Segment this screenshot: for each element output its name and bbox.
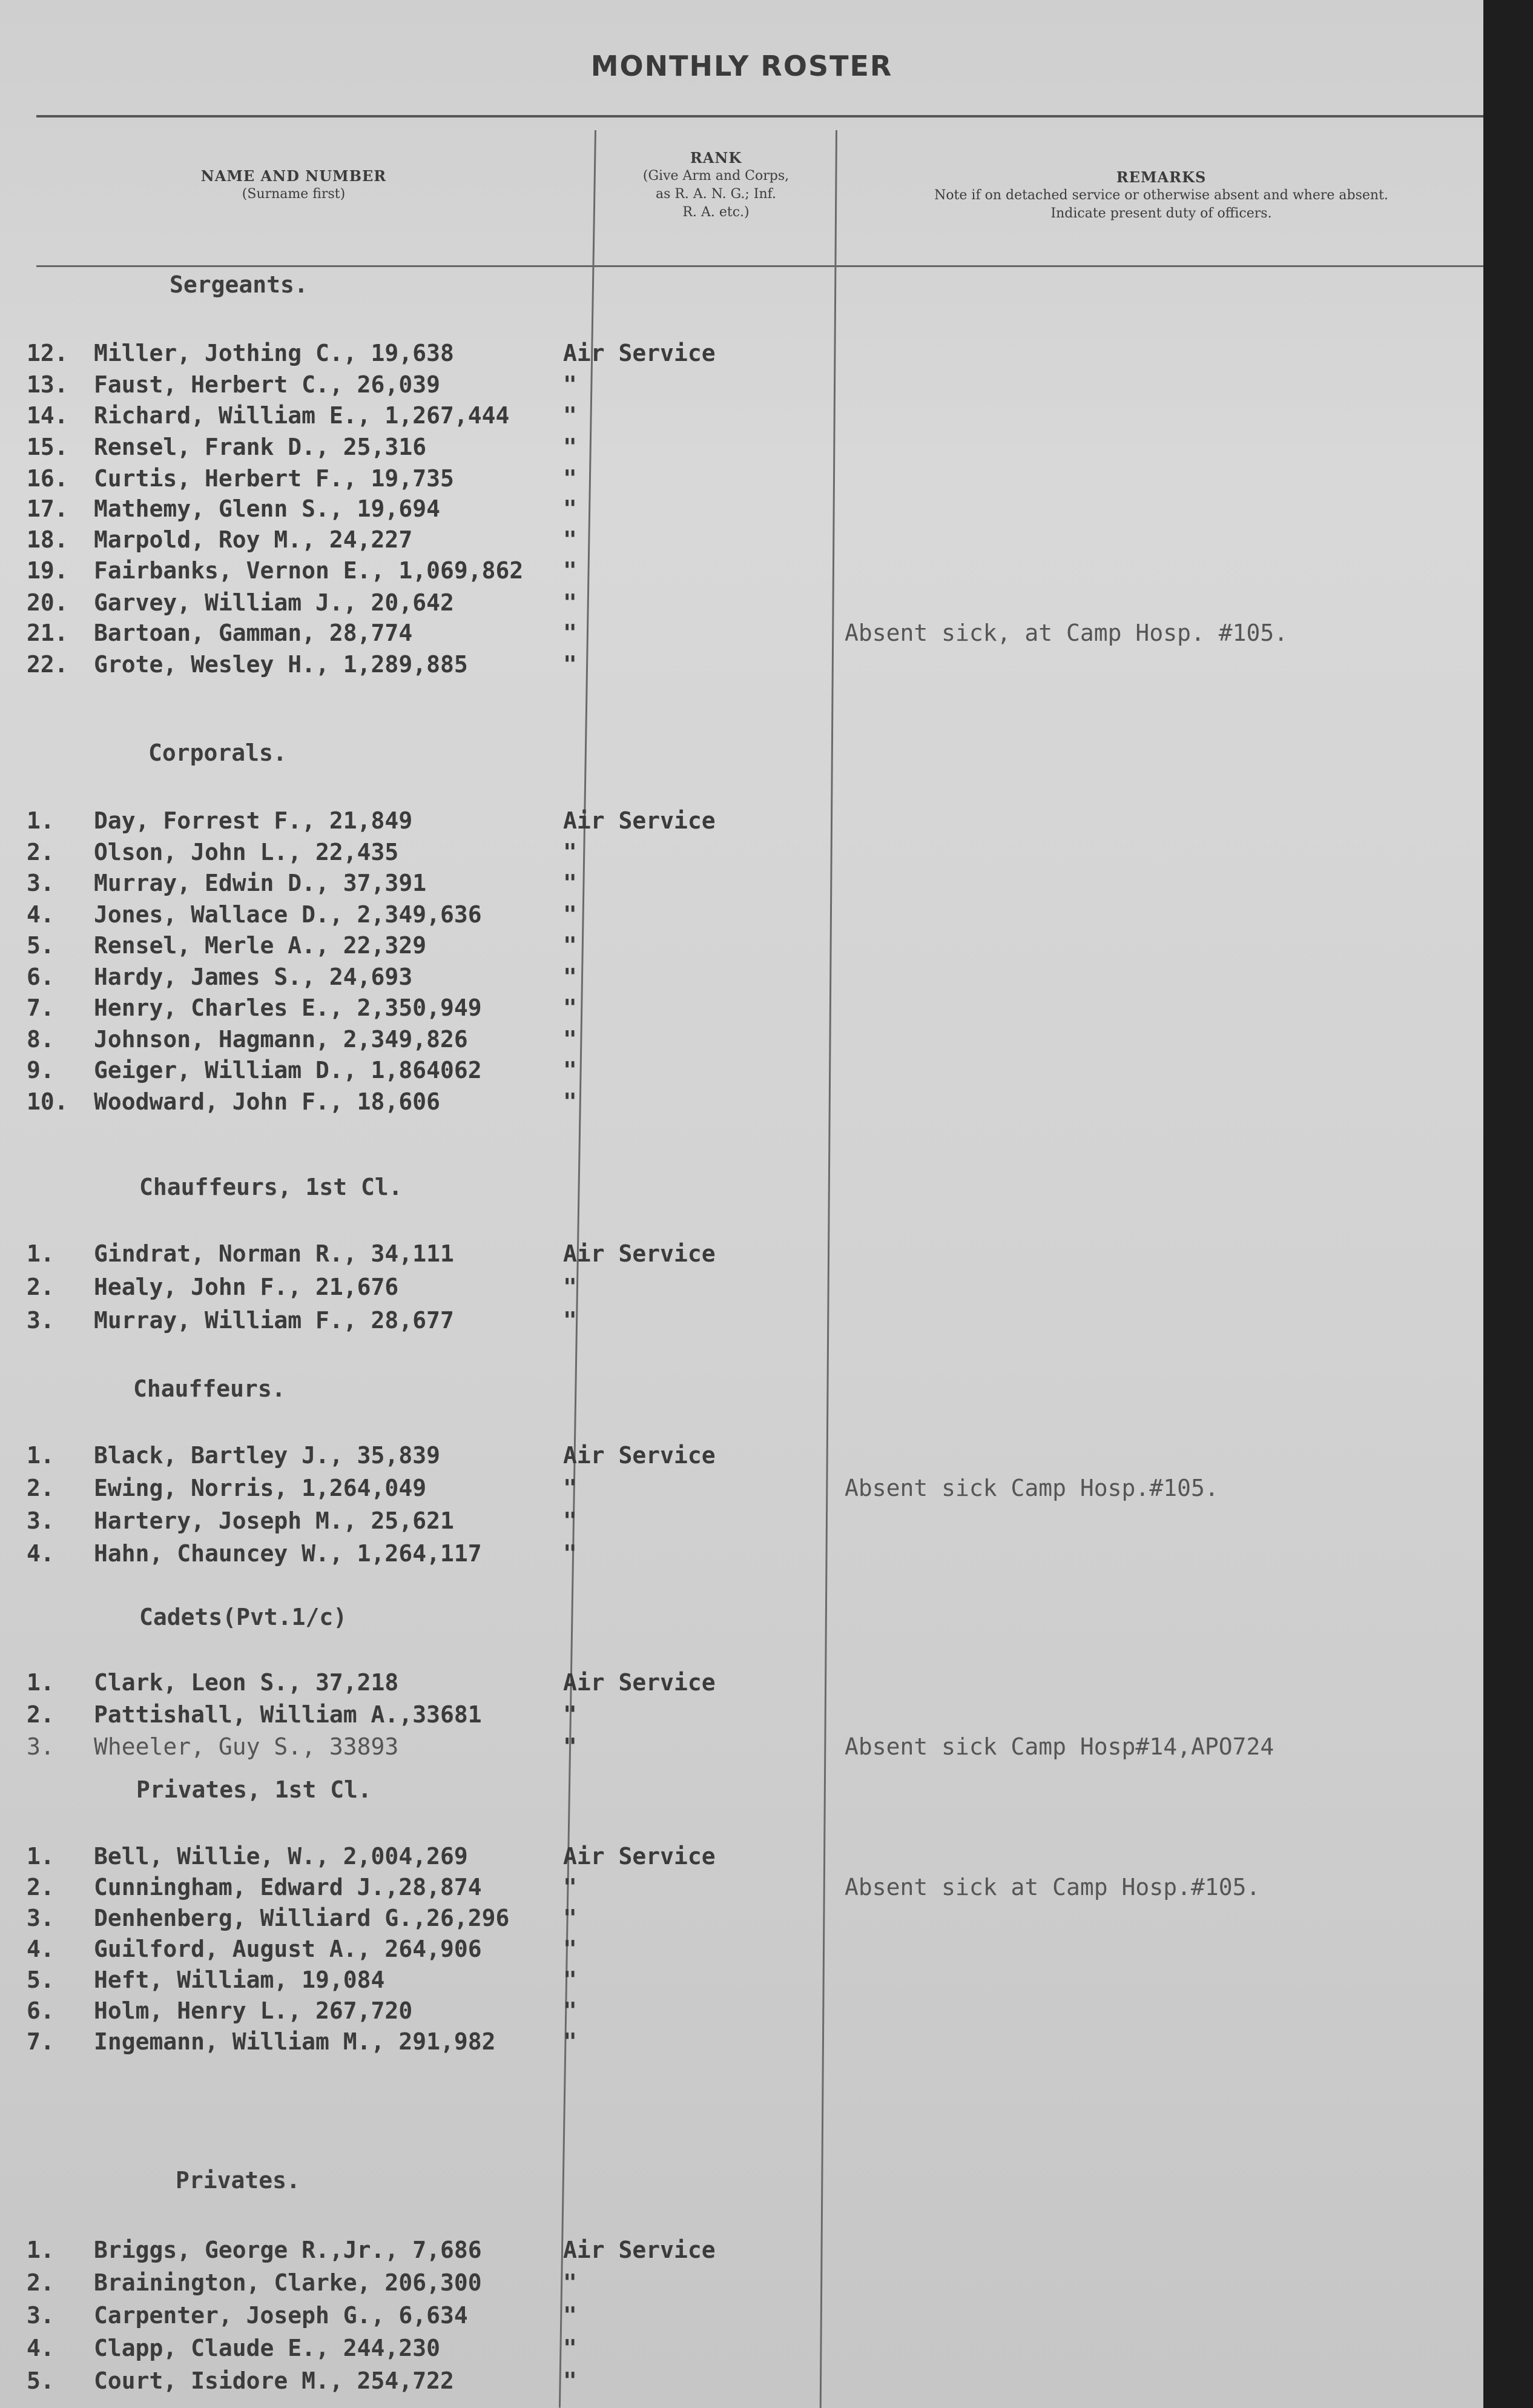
- rank-arm: ": [563, 1307, 577, 1334]
- column-header-remarks-title: REMARKS: [1116, 168, 1207, 186]
- roster-row: [0, 868, 1483, 898]
- section-heading: Chauffeurs, 1st Cl.: [139, 1174, 403, 1200]
- section-heading: Chauffeurs.: [133, 1375, 286, 1402]
- rank-arm: ": [563, 1905, 577, 1931]
- roster-number: 17.: [27, 495, 68, 522]
- soldier-name-number: Carpenter, Joseph G., 6,634: [94, 2302, 468, 2329]
- roster-number: 3.: [27, 1733, 54, 1760]
- roster-row: [0, 2267, 1483, 2298]
- soldier-name-number: Henry, Charles E., 2,350,949: [94, 994, 482, 1021]
- soldier-name-number: Richard, William E., 1,267,444: [94, 402, 510, 429]
- column-header-remarks-note-1: Note if on detached service or otherwise absent and where absent.: [934, 188, 1388, 203]
- remark: Absent sick Camp Hosp#14,APO724: [845, 1733, 1274, 1760]
- rank-arm: ": [563, 526, 577, 553]
- rank-arm: ": [563, 1026, 577, 1053]
- soldier-name-number: Clapp, Claude E., 244,230: [94, 2335, 440, 2361]
- rank-arm: ": [563, 1088, 577, 1115]
- roster-number: 1.: [27, 2237, 54, 2263]
- roster-row: [0, 1024, 1483, 1054]
- rank-arm: ": [563, 1997, 577, 2024]
- rank-arm: ": [563, 1966, 577, 1993]
- soldier-name-number: Holm, Henry L., 267,720: [94, 1997, 413, 2024]
- rank-arm: Air Service: [563, 1843, 716, 1870]
- section-heading: Cadets(Pvt.1/c): [139, 1604, 348, 1630]
- rank-arm: ": [563, 589, 577, 616]
- soldier-name-number: Faust, Herbert C., 26,039: [94, 371, 440, 398]
- soldier-name-number: Healy, John F., 21,676: [94, 1274, 399, 1300]
- roster-row: [0, 1965, 1483, 1995]
- roster-row: [0, 993, 1483, 1023]
- roster-number: 3.: [27, 870, 54, 896]
- soldier-name-number: Ewing, Norris, 1,264,049: [94, 1475, 427, 1501]
- roster-row: [0, 1996, 1483, 2026]
- roster-number: 22.: [27, 651, 68, 678]
- roster-number: 7.: [27, 2028, 54, 2055]
- soldier-name-number: Grote, Wesley H., 1,289,885: [94, 651, 468, 678]
- soldier-name-number: Cunningham, Edward J.,28,874: [94, 1874, 482, 1900]
- rank-arm: ": [563, 1540, 577, 1567]
- roster-number: 10.: [27, 1088, 68, 1115]
- roster-row: [0, 555, 1483, 586]
- roster-row: [0, 649, 1483, 680]
- roster-number: 14.: [27, 402, 68, 429]
- roster-number: 1.: [27, 1442, 54, 1469]
- rank-arm: ": [563, 371, 577, 398]
- roster-row: [0, 2333, 1483, 2363]
- roster-row: [0, 463, 1483, 494]
- soldier-name-number: Olson, John L., 22,435: [94, 839, 399, 865]
- roster-number: 1.: [27, 807, 54, 834]
- roster-number: 8.: [27, 1026, 54, 1053]
- roster-row: [0, 899, 1483, 930]
- soldier-name-number: Denhenberg, Williard G.,26,296: [94, 1905, 510, 1931]
- roster-row: [0, 1872, 1483, 1902]
- soldier-name-number: Wheeler, Guy S., 33893: [94, 1733, 399, 1760]
- roster-row: [0, 369, 1483, 400]
- column-header-name-note: (Surname first): [242, 187, 346, 202]
- section-heading: Sergeants.: [170, 271, 308, 298]
- rank-arm: ": [563, 839, 577, 865]
- rank-arm: Air Service: [563, 1442, 716, 1469]
- soldier-name-number: Gindrat, Norman R., 34,111: [94, 1240, 454, 1267]
- rank-arm: ": [563, 901, 577, 928]
- section-heading: Privates.: [176, 2167, 300, 2194]
- rank-arm: Air Service: [563, 807, 716, 834]
- column-header-name: [151, 167, 436, 203]
- soldier-name-number: Garvey, William J., 20,642: [94, 589, 454, 616]
- soldier-name-number: Clark, Leon S., 37,218: [94, 1669, 399, 1696]
- soldier-name-number: Court, Isidore M., 254,722: [94, 2367, 454, 2394]
- rank-arm: ": [563, 495, 577, 522]
- roster-row: [0, 2026, 1483, 2057]
- soldier-name-number: Johnson, Hagmann, 2,349,826: [94, 1026, 468, 1053]
- roster-row: [0, 1732, 1483, 1762]
- soldier-name-number: Hahn, Chauncey W., 1,264,117: [94, 1540, 482, 1567]
- roster-row: [0, 400, 1483, 431]
- roster-number: 4.: [27, 1936, 54, 1962]
- rank-arm: ": [563, 2367, 577, 2394]
- roster-row: [0, 2300, 1483, 2330]
- roster-row: [0, 1699, 1483, 1730]
- roster-number: 2.: [27, 1701, 54, 1728]
- roster-number: 12.: [27, 340, 68, 366]
- rank-arm: ": [563, 2302, 577, 2329]
- header-rule-bottom: [36, 265, 1483, 267]
- header-rule-top: [36, 115, 1483, 117]
- roster-row: [0, 1239, 1483, 1269]
- remark: Absent sick at Camp Hosp.#105.: [845, 1874, 1261, 1900]
- rank-arm: Air Service: [563, 1240, 716, 1267]
- roster-number: 5.: [27, 1966, 54, 1993]
- scan-background-edge: [1483, 0, 1533, 2408]
- rank-arm: ": [563, 1057, 577, 1083]
- roster-row: [0, 1473, 1483, 1503]
- rank-arm: ": [563, 994, 577, 1021]
- roster-row: [0, 962, 1483, 992]
- soldier-name-number: Murray, Edwin D., 37,391: [94, 870, 427, 896]
- rank-arm: Air Service: [563, 2237, 716, 2263]
- section-heading: Corporals.: [148, 739, 287, 766]
- soldier-name-number: Hartery, Joseph M., 25,621: [94, 1507, 454, 1534]
- column-header-name-title: NAME AND NUMBER: [200, 167, 387, 185]
- soldier-name-number: Geiger, William D., 1,864062: [94, 1057, 482, 1083]
- soldier-name-number: Day, Forrest F., 21,849: [94, 807, 413, 834]
- roster-row: [0, 1841, 1483, 1871]
- rank-arm: ": [563, 651, 577, 678]
- roster-number: 2.: [27, 2269, 54, 2296]
- soldier-name-number: Miller, Jothing C., 19,638: [94, 340, 454, 366]
- roster-number: 5.: [27, 2367, 54, 2394]
- rank-arm: ": [563, 465, 577, 492]
- roster-number: 16.: [27, 465, 68, 492]
- roster-number: 3.: [27, 2302, 54, 2329]
- soldier-name-number: Briggs, George R.,Jr., 7,686: [94, 2237, 482, 2263]
- soldier-name-number: Woodward, John F., 18,606: [94, 1088, 440, 1115]
- rank-arm: ": [563, 1475, 577, 1501]
- roster-number: 9.: [27, 1057, 54, 1083]
- soldier-name-number: Bell, Willie, W., 2,004,269: [94, 1843, 468, 1870]
- roster-row: [0, 805, 1483, 836]
- remark: Absent sick, at Camp Hosp. #105.: [845, 620, 1288, 646]
- soldier-name-number: Murray, William F., 28,677: [94, 1307, 454, 1334]
- rank-arm: ": [563, 1701, 577, 1728]
- soldier-name-number: Marpold, Roy M., 24,227: [94, 526, 413, 553]
- rank-arm: ": [563, 964, 577, 990]
- soldier-name-number: Hardy, James S., 24,693: [94, 964, 413, 990]
- roster-number: 4.: [27, 2335, 54, 2361]
- roster-number: 3.: [27, 1905, 54, 1931]
- soldier-name-number: Jones, Wallace D., 2,349,636: [94, 901, 482, 928]
- soldier-name-number: Brainington, Clarke, 206,300: [94, 2269, 482, 2296]
- rank-arm: ": [563, 557, 577, 584]
- roster-row: [0, 524, 1483, 555]
- rank-arm: ": [563, 434, 577, 460]
- roster-row: [0, 2366, 1483, 2396]
- rank-arm: Air Service: [563, 340, 716, 366]
- roster-number: 2.: [27, 1475, 54, 1501]
- column-header-rank-note-2: as R. A. N. G.; Inf.: [655, 187, 777, 202]
- roster-row: [0, 1903, 1483, 1933]
- rank-arm: ": [563, 1874, 577, 1900]
- roster-number: 21.: [27, 620, 68, 646]
- roster-row: [0, 1538, 1483, 1569]
- rank-arm: ": [563, 2028, 577, 2055]
- column-header-remarks: [840, 168, 1482, 223]
- rank-arm: ": [563, 1274, 577, 1300]
- soldier-name-number: Curtis, Herbert F., 19,735: [94, 465, 454, 492]
- roster-row: [0, 1667, 1483, 1698]
- column-header-rank-note-3: R. A. etc.): [682, 205, 750, 220]
- roster-row: [0, 1440, 1483, 1470]
- rank-arm: ": [563, 932, 577, 959]
- section-heading: Privates, 1st Cl.: [136, 1776, 372, 1803]
- roster-number: 6.: [27, 1997, 54, 2024]
- roster-row: [0, 930, 1483, 961]
- roster-number: 2.: [27, 1874, 54, 1900]
- roster-number: 2.: [27, 1274, 54, 1300]
- roster-number: 18.: [27, 526, 68, 553]
- roster-number: 3.: [27, 1307, 54, 1334]
- roster-row: [0, 587, 1483, 618]
- rank-arm: ": [563, 620, 577, 646]
- roster-row: [0, 1305, 1483, 1335]
- soldier-name-number: Pattishall, William A.,33681: [94, 1701, 482, 1728]
- roster-number: 13.: [27, 371, 68, 398]
- column-header-rank-title: RANK: [690, 149, 742, 167]
- soldier-name-number: Rensel, Merle A., 22,329: [94, 932, 427, 959]
- roster-number: 1.: [27, 1669, 54, 1696]
- soldier-name-number: Heft, William, 19,084: [94, 1966, 385, 1993]
- roster-row: [0, 338, 1483, 368]
- soldier-name-number: Rensel, Frank D., 25,316: [94, 434, 427, 460]
- soldier-name-number: Black, Bartley J., 35,839: [94, 1442, 440, 1469]
- column-header-remarks-note-2: Indicate present duty of officers.: [1050, 206, 1272, 221]
- soldier-name-number: Bartoan, Gamman, 28,774: [94, 620, 413, 646]
- rank-arm: ": [563, 402, 577, 429]
- soldier-name-number: Ingemann, William M., 291,982: [94, 2028, 496, 2055]
- roster-row: [0, 837, 1483, 867]
- column-header-rank: [596, 149, 836, 222]
- rank-arm: ": [563, 2269, 577, 2296]
- remark: Absent sick Camp Hosp.#105.: [845, 1475, 1219, 1501]
- rank-arm: ": [563, 1936, 577, 1962]
- roster-number: 7.: [27, 994, 54, 1021]
- roster-row: [0, 1055, 1483, 1085]
- roster-row: [0, 1934, 1483, 1964]
- roster-number: 4.: [27, 901, 54, 928]
- rank-arm: ": [563, 1507, 577, 1534]
- rank-arm: ": [563, 2335, 577, 2361]
- soldier-name-number: Guilford, August A., 264,906: [94, 1936, 482, 1962]
- roster-number: 20.: [27, 589, 68, 616]
- roster-number: 1.: [27, 1843, 54, 1870]
- roster-row: [0, 494, 1483, 524]
- roster-number: 1.: [27, 1240, 54, 1267]
- page-title: MONTHLY ROSTER: [590, 50, 893, 82]
- rank-arm: ": [563, 870, 577, 896]
- roster-number: 3.: [27, 1507, 54, 1534]
- rank-arm: Air Service: [563, 1669, 716, 1696]
- rank-arm: ": [563, 1733, 577, 1760]
- roster-number: 15.: [27, 434, 68, 460]
- roster-number: 4.: [27, 1540, 54, 1567]
- roster-row: [0, 1506, 1483, 1536]
- soldier-name-number: Fairbanks, Vernon E., 1,069,862: [94, 557, 524, 584]
- roster-row: [0, 618, 1483, 648]
- roster-number: 5.: [27, 932, 54, 959]
- roster-number: 2.: [27, 839, 54, 865]
- roster-row: [0, 2235, 1483, 2265]
- roster-row: [0, 1272, 1483, 1302]
- soldier-name-number: Mathemy, Glenn S., 19,694: [94, 495, 440, 522]
- roster-number: 19.: [27, 557, 68, 584]
- roster-row: [0, 432, 1483, 462]
- column-header-rank-note-1: (Give Arm and Corps,: [642, 168, 790, 184]
- roster-number: 6.: [27, 964, 54, 990]
- roster-row: [0, 1087, 1483, 1117]
